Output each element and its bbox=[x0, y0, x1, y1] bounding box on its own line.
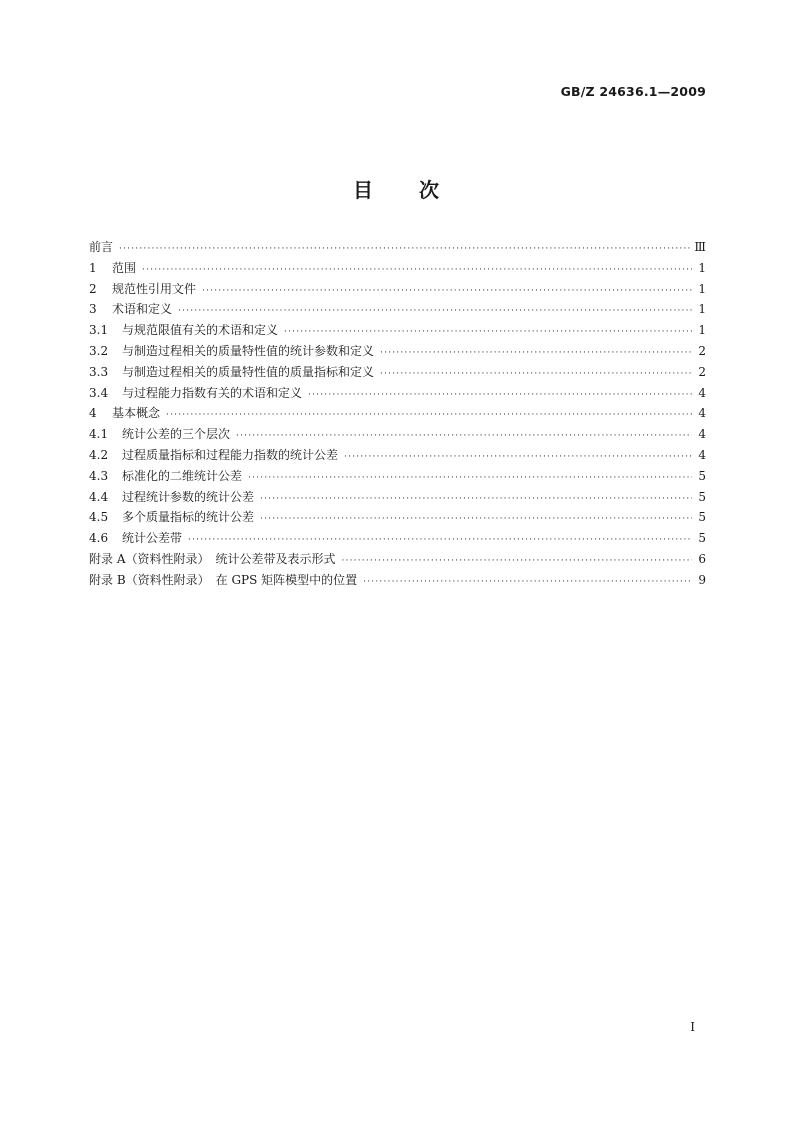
toc-leader-dots bbox=[308, 385, 692, 406]
toc-entry-3-3[interactable] bbox=[89, 362, 706, 383]
toc-entry-page: 1 bbox=[698, 281, 706, 296]
toc-entry-number: 4.1 bbox=[89, 427, 109, 442]
toc-leader-dots bbox=[188, 530, 692, 551]
toc-entry-number: 2 bbox=[89, 281, 97, 296]
toc-entry-label bbox=[89, 383, 302, 404]
toc-entry-label bbox=[89, 507, 254, 528]
toc-entry-number: 4.2 bbox=[89, 447, 109, 462]
toc-entry-number: 4.4 bbox=[89, 489, 109, 504]
toc-leader-dots bbox=[119, 239, 690, 260]
toc-entry-number: 3.1 bbox=[89, 323, 109, 338]
toc-entry-normative-references[interactable] bbox=[89, 279, 706, 300]
toc-entry-page: 1 bbox=[698, 323, 706, 338]
toc-entry-page: 4 bbox=[698, 406, 706, 421]
toc-entry-text: 规范性引用文件 bbox=[112, 281, 197, 296]
toc-entry-label bbox=[89, 403, 160, 424]
toc-entry-page: 4 bbox=[698, 427, 706, 442]
toc-leader-dots bbox=[178, 301, 692, 322]
page-title bbox=[0, 174, 794, 203]
toc-entry-3-4[interactable] bbox=[89, 383, 706, 404]
toc-entry-number: 3 bbox=[89, 302, 97, 317]
toc-entry-number: 1 bbox=[89, 260, 97, 275]
toc-entry-scope[interactable] bbox=[89, 258, 706, 279]
toc-leader-dots bbox=[363, 572, 692, 593]
toc-entry-label: 附录 A（资料性附录） 统计公差带及表示形式 bbox=[89, 551, 336, 566]
toc-leader-dots bbox=[166, 405, 692, 426]
toc-leader-dots bbox=[142, 260, 692, 281]
toc-entry-label bbox=[89, 528, 182, 549]
toc-entry-3-2[interactable] bbox=[89, 341, 706, 362]
toc-entry-4-4[interactable] bbox=[89, 487, 706, 508]
toc-entry-text: 过程质量指标和过程能力指数的统计公差 bbox=[122, 447, 339, 462]
toc-entry-page: Ⅲ bbox=[694, 240, 706, 254]
toc-leader-dots bbox=[341, 551, 692, 572]
toc-entry-label bbox=[89, 299, 172, 320]
toc-entry-basic-concepts[interactable] bbox=[89, 403, 706, 424]
toc-leader-dots bbox=[260, 509, 692, 530]
table-of-contents bbox=[89, 237, 706, 591]
toc-leader-dots bbox=[248, 468, 692, 489]
toc-entry-page: 5 bbox=[698, 510, 706, 525]
toc-entry-label bbox=[89, 424, 230, 445]
toc-entry-text: 过程统计参数的统计公差 bbox=[122, 489, 255, 504]
toc-leader-dots bbox=[344, 447, 692, 468]
toc-entry-label bbox=[89, 279, 196, 300]
toc-entry-page: 1 bbox=[698, 260, 706, 275]
toc-entry-label bbox=[89, 341, 374, 362]
toc-entry-number: 3.2 bbox=[89, 343, 109, 358]
toc-entry-number: 3.4 bbox=[89, 385, 109, 400]
toc-leader-dots bbox=[260, 489, 692, 510]
toc-entry-page: 5 bbox=[698, 489, 706, 504]
toc-entry-page: 2 bbox=[698, 364, 706, 379]
toc-entry-text: 与过程能力指数有关的术语和定义 bbox=[122, 385, 303, 400]
toc-entry-label bbox=[89, 445, 338, 466]
toc-leader-dots bbox=[380, 343, 692, 364]
toc-entry-3-1[interactable] bbox=[89, 320, 706, 341]
toc-entry-page: 4 bbox=[698, 385, 706, 400]
page-number: Ⅰ bbox=[690, 1020, 695, 1034]
toc-entry-page: 1 bbox=[698, 302, 706, 317]
toc-entry-preface[interactable] bbox=[89, 237, 706, 258]
toc-leader-dots bbox=[236, 426, 692, 447]
toc-leader-dots bbox=[284, 322, 692, 343]
toc-entry-text: 与制造过程相关的质量特性值的质量指标和定义 bbox=[122, 364, 375, 379]
toc-entry-number: 3.3 bbox=[89, 364, 109, 379]
toc-entry-text: 与规范限值有关的术语和定义 bbox=[122, 323, 279, 338]
toc-entry-page: 4 bbox=[698, 447, 706, 462]
toc-entry-text: 标准化的二维统计公差 bbox=[122, 468, 243, 483]
toc-entry-4-5[interactable] bbox=[89, 507, 706, 528]
toc-entry-4-3[interactable] bbox=[89, 466, 706, 487]
toc-entry-number: 4.3 bbox=[89, 468, 109, 483]
toc-leader-dots bbox=[202, 281, 692, 302]
toc-entry-number: 4.5 bbox=[89, 510, 109, 525]
toc-entry-4-2[interactable] bbox=[89, 445, 706, 466]
standard-code: GB/Z 24636.1—2009 bbox=[560, 84, 706, 99]
toc-entry-terms[interactable] bbox=[89, 299, 706, 320]
toc-entry-label bbox=[89, 466, 242, 487]
toc-entry-label bbox=[89, 487, 254, 508]
toc-entry-text: 统计公差带 bbox=[122, 531, 183, 546]
toc-entry-text: 范围 bbox=[112, 260, 137, 275]
toc-entry-number: 4.6 bbox=[89, 531, 109, 546]
toc-entry-page: 5 bbox=[698, 531, 706, 546]
toc-entry-page: 2 bbox=[698, 343, 706, 358]
toc-entry-text: 与制造过程相关的质量特性值的统计参数和定义 bbox=[122, 343, 375, 358]
toc-entry-label: 附录 B（资料性附录） 在 GPS 矩阵模型中的位置 bbox=[89, 572, 358, 587]
toc-entry-4-1[interactable] bbox=[89, 424, 706, 445]
toc-entry-label bbox=[89, 362, 374, 383]
toc-entry-page: 6 bbox=[698, 551, 706, 566]
toc-leader-dots bbox=[380, 364, 692, 385]
toc-entry-label bbox=[89, 320, 278, 341]
toc-entry-text: 基本概念 bbox=[112, 406, 161, 421]
toc-entry-annex-b[interactable] bbox=[89, 570, 706, 591]
toc-entry-label bbox=[89, 258, 136, 279]
toc-entry-text: 统计公差的三个层次 bbox=[122, 427, 231, 442]
toc-entry-text: 多个质量指标的统计公差 bbox=[122, 510, 255, 525]
title-char-left: 目 bbox=[353, 178, 375, 202]
toc-entry-text: 术语和定义 bbox=[112, 302, 173, 317]
toc-entry-annex-a[interactable] bbox=[89, 549, 706, 570]
toc-entry-label: 前言 bbox=[89, 240, 114, 254]
toc-entry-page: 9 bbox=[698, 572, 706, 587]
toc-entry-page: 5 bbox=[698, 468, 706, 483]
title-char-right: 次 bbox=[419, 178, 441, 202]
toc-entry-number: 4 bbox=[89, 406, 97, 421]
toc-entry-4-6[interactable] bbox=[89, 528, 706, 549]
